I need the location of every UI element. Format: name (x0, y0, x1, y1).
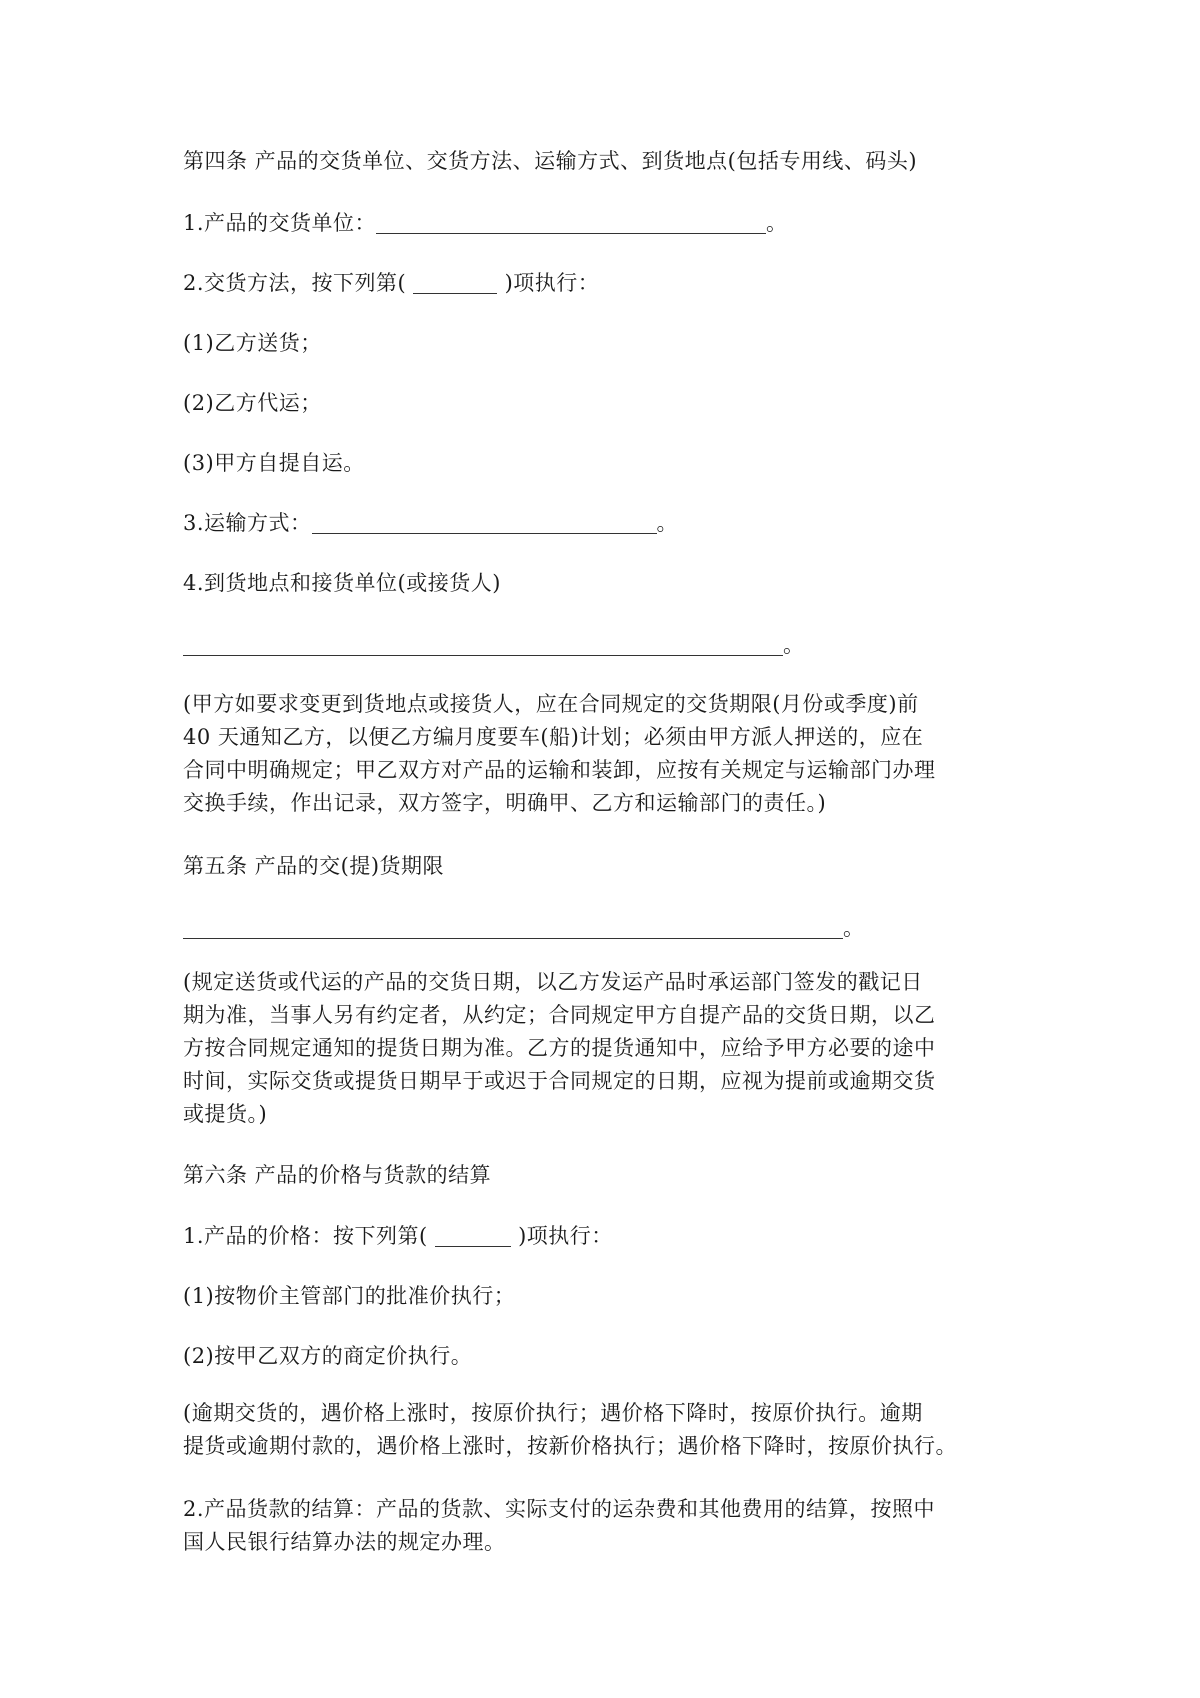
transport-label: 3.运输方式： (183, 511, 312, 535)
delivery-method-blank[interactable] (413, 271, 497, 294)
delivery-option-1: (1)乙方送货； (183, 331, 322, 355)
article-6-title: 第六条 产品的价格与货款的结算 (183, 1163, 492, 1187)
price-option-2: (2)按甲乙双方的商定价执行。 (183, 1344, 473, 1368)
price-option-1: (1)按物价主管部门的批准价执行； (183, 1284, 516, 1308)
note-line: 方按合同规定通知的提货日期为准。乙方的提货通知中，应给予甲方必要的途中 (183, 1036, 936, 1060)
article-4-note (183, 688, 1023, 820)
note-line: 合同中明确规定；甲乙双方对产品的运输和装卸，应按有关规定与运输部门办理 (183, 758, 936, 782)
price-line (183, 1221, 613, 1251)
article-5-note (183, 966, 1023, 1131)
transport-line (183, 508, 678, 538)
note-line: 交换手续，作出记录，双方签字，明确甲、乙方和运输部门的责任。) (183, 791, 827, 815)
delivery-method-post: )项执行： (504, 271, 600, 295)
article-6-note (183, 1397, 1023, 1463)
destination-end: 。 (783, 633, 805, 657)
price-blank[interactable] (435, 1224, 511, 1247)
article-5-title: 第五条 产品的交(提)货期限 (183, 854, 445, 878)
note-line: 或提货。) (183, 1102, 268, 1126)
note-line: (甲方如要求变更到货地点或接货人，应在合同规定的交货期限(月份或季度)前 (183, 692, 919, 716)
note-line: 40 天通知乙方，以便乙方编月度要车(船)计划；必须由甲方派人押送的，应在 (183, 725, 924, 749)
delivery-period-end: 。 (843, 916, 865, 940)
delivery-method-pre: 2.交货方法，按下列第( (183, 271, 407, 295)
destination-blank[interactable] (183, 633, 783, 656)
settlement-line: 国人民银行结算办法的规定办理。 (183, 1530, 506, 1554)
price-pre: 1.产品的价格：按下列第( (183, 1224, 428, 1248)
note-line: (逾期交货的，遇价格上涨时，按原价执行；遇价格下降时，按原价执行。逾期 (183, 1401, 923, 1425)
delivery-period-line (183, 913, 865, 943)
note-line: 期为准，当事人另有约定者，从约定；合同规定甲方自提产品的交货日期，以乙 (183, 1003, 936, 1027)
delivery-option-3: (3)甲方自提自运。 (183, 451, 365, 475)
transport-end: 。 (656, 511, 679, 535)
delivery-method-line (183, 268, 599, 298)
transport-blank[interactable] (312, 511, 657, 534)
delivery-unit-end: 。 (766, 211, 788, 235)
destination-line (183, 630, 805, 660)
price-post: )项执行： (518, 1224, 613, 1248)
delivery-unit-line (183, 208, 788, 238)
destination-label: 4.到货地点和接货单位(或接货人) (183, 571, 501, 595)
settlement-paragraph (183, 1493, 1023, 1559)
article-4-title: 第四条 产品的交货单位、交货方法、运输方式、到货地点(包括专用线、码头) (183, 149, 918, 173)
delivery-period-blank[interactable] (183, 916, 843, 939)
note-line: 时间，实际交货或提货日期早于或迟于合同规定的日期，应视为提前或逾期交货 (183, 1069, 936, 1093)
delivery-unit-blank[interactable] (376, 211, 766, 234)
delivery-option-2: (2)乙方代运； (183, 391, 322, 415)
delivery-unit-label: 1.产品的交货单位： (183, 211, 377, 235)
settlement-line: 2.产品货款的结算：产品的货款、实际支付的运杂费和其他费用的结算，按照中 (183, 1497, 936, 1521)
note-line: (规定送货或代运的产品的交货日期，以乙方发运产品时承运部门签发的戳记日 (183, 970, 923, 994)
note-line: 提货或逾期付款的，遇价格上涨时，按新价格执行；遇价格下降时，按原价执行。 (183, 1434, 957, 1458)
